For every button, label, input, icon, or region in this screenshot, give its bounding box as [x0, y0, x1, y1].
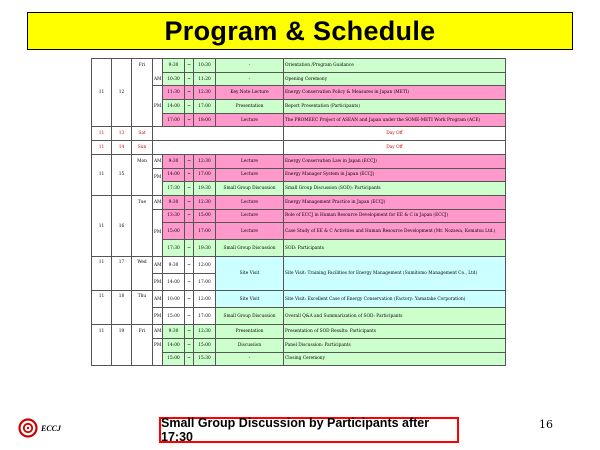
- month-cell: 11: [92, 141, 112, 155]
- ampm-cell: AM: [153, 195, 163, 209]
- weekday-cell: Tue: [132, 195, 153, 256]
- weekday-cell: Sat: [132, 127, 153, 141]
- session-description: SOD: Participants: [284, 240, 506, 257]
- time-sep: ~: [185, 338, 194, 352]
- table-row: [92, 209, 506, 223]
- start-time: 14:00: [163, 274, 185, 291]
- day-cell: 12: [112, 59, 132, 127]
- session-description: Overall Q&A and Summarization of SOD: Participants: [284, 308, 506, 325]
- session-description: Report Presentation (Participants): [284, 100, 506, 114]
- session-type: -: [216, 59, 284, 73]
- end-time: 18:00: [194, 113, 216, 127]
- month-cell: 11: [92, 127, 112, 141]
- weekday-cell: Fri: [132, 325, 153, 366]
- ampm-cell: PM: [153, 86, 163, 127]
- end-time: 11:20: [194, 72, 216, 86]
- table-row: [92, 59, 506, 73]
- month-cell: 11: [92, 59, 112, 127]
- session-type: Lecture: [216, 195, 284, 209]
- end-time: 15:00: [194, 338, 216, 352]
- time-sep: ~: [185, 59, 194, 73]
- day-cell: 14: [112, 141, 132, 155]
- time-sep: ~: [185, 291, 194, 308]
- table-row: [92, 308, 506, 325]
- end-time: 12:30: [194, 195, 216, 209]
- time-sep: ~: [185, 113, 194, 127]
- title-banner: [27, 12, 573, 50]
- footer-note: Small Group Discussion by Participants after 17:30: [161, 416, 430, 444]
- end-time: 19:30: [194, 182, 216, 196]
- end-time: 19:30: [194, 240, 216, 257]
- start-time: 17:30: [163, 240, 185, 257]
- ampm-cell: AM: [153, 257, 163, 274]
- time-sep: ~: [185, 352, 194, 366]
- ampm-cell: AM: [153, 154, 163, 168]
- start-time: 17:30: [163, 182, 185, 196]
- table-row: [92, 325, 506, 339]
- session-description: Energy Conservation Policy & Measures in Japan (METI): [284, 86, 506, 100]
- session-description: Small Group Discussion (SOD): Participants: [284, 182, 506, 196]
- start-time: 10:00: [163, 291, 185, 308]
- session-description: Energy Manager System in Japan (ECCJ): [284, 168, 506, 182]
- session-description: Opening Ceremony: [284, 72, 506, 86]
- month-cell: 11: [92, 154, 112, 195]
- end-time: 17:00: [194, 308, 216, 325]
- session-description: Case Study of EE & C Activities and Human Resource Development (Mr. Nozawa, Komatsu Ltd.): [284, 223, 506, 240]
- start-time: 9:30: [163, 195, 185, 209]
- ampm-cell: PM: [153, 308, 163, 325]
- start-time: 9:30: [163, 325, 185, 339]
- table-row: [92, 195, 506, 209]
- start-time: 13:30: [163, 209, 185, 223]
- session-description: Site Visit: Excellent Case of Energy Conservation (Factory: Yamatake Corporation): [284, 291, 506, 308]
- ampm-cell: AM: [153, 325, 163, 339]
- end-time: 15:00: [194, 209, 216, 223]
- session-type: Lecture: [216, 209, 284, 223]
- end-time: 12:00: [194, 291, 216, 308]
- start-time: 15:00: [163, 223, 185, 240]
- weekday-cell: Wed: [132, 257, 153, 291]
- time-sep: [185, 223, 194, 240]
- time-sep: ~: [185, 325, 194, 339]
- table-row: [92, 154, 506, 168]
- day-off-label: Day Off: [284, 141, 506, 155]
- start-time: 17:00: [163, 113, 185, 127]
- end-time: 12:30: [194, 86, 216, 100]
- time-sep: ~: [185, 182, 194, 196]
- session-description: The PROMEEC Project of ASEAN and Japan under the SOME-METI Work Program (ACE): [284, 113, 506, 127]
- page-title: Program & Schedule: [164, 15, 436, 46]
- table-row: [92, 291, 506, 308]
- session-description: Energy Management Practice in Japan (ECCJ): [284, 195, 506, 209]
- time-sep: ~: [185, 100, 194, 114]
- time-sep: ~: [185, 168, 194, 182]
- session-description: Presentation of SOD Results: Participants: [284, 325, 506, 339]
- session-type: Lecture: [216, 168, 284, 182]
- start-time: 15:00: [163, 308, 185, 325]
- day-cell: 19: [112, 325, 132, 366]
- day-cell: 15: [112, 154, 132, 195]
- start-time: 14:00: [163, 100, 185, 114]
- table-row: [92, 127, 506, 141]
- weekday-cell: Thu: [132, 291, 153, 325]
- end-time: 10:30: [194, 59, 216, 73]
- end-time: 12:30: [194, 154, 216, 168]
- day-off-label: Day Off: [284, 127, 506, 141]
- weekday-cell: Mon: [132, 154, 153, 195]
- time-sep: ~: [185, 274, 194, 291]
- time-sep: ~: [185, 240, 194, 257]
- time-sep: ~: [185, 195, 194, 209]
- day-cell: 13: [112, 127, 132, 141]
- ampm-cell: PM: [153, 209, 163, 257]
- day-cell: 17: [112, 257, 132, 291]
- session-type: Lecture: [216, 154, 284, 168]
- session-description: Orientation /Program Guidance: [284, 59, 506, 73]
- table-row: [92, 338, 506, 352]
- session-type: Presentation: [216, 325, 284, 339]
- session-type: Site Visit: [216, 257, 284, 291]
- weekday-cell: Sun: [132, 141, 153, 155]
- end-time: 17:00: [194, 223, 216, 240]
- month-cell: 11: [92, 195, 112, 256]
- logo-text: ECCJ: [41, 423, 62, 433]
- session-type: Small Group Discussion: [216, 182, 284, 196]
- start-time: 15:00: [163, 352, 185, 366]
- session-type: Small Group Discussion: [216, 240, 284, 257]
- table-row: [92, 168, 506, 182]
- time-sep: ~: [185, 154, 194, 168]
- session-description: Panel Discussion: Participants: [284, 338, 506, 352]
- end-time: 12:30: [194, 325, 216, 339]
- session-description: Role of ECCJ in Human Resource Development for EE & C in Japan (ECCJ): [284, 209, 506, 223]
- table-row: [92, 86, 506, 100]
- session-type: Lecture: [216, 113, 284, 127]
- time-sep: ~: [185, 257, 194, 274]
- start-time: 14:00: [163, 338, 185, 352]
- ampm-cell: PM: [153, 168, 163, 195]
- start-time: 14:00: [163, 168, 185, 182]
- session-type: Site Visit: [216, 291, 284, 308]
- time-sep: ~: [185, 308, 194, 325]
- session-description: Energy Conservation Law in Japan (ECCJ): [284, 154, 506, 168]
- ampm-cell: PM: [153, 338, 163, 365]
- session-type: Lecture: [216, 223, 284, 240]
- month-cell: 11: [92, 291, 112, 325]
- page-number: 16: [539, 418, 553, 431]
- ampm-cell: AM: [153, 59, 163, 86]
- start-time: 9:30: [163, 257, 185, 274]
- eccj-logo-icon: [18, 418, 38, 438]
- table-row: [92, 141, 506, 155]
- day-cell: 16: [112, 195, 132, 256]
- end-time: 17:00: [194, 274, 216, 291]
- session-type: Presentation: [216, 100, 284, 114]
- end-time: 17:00: [194, 100, 216, 114]
- start-time: 9:30: [163, 59, 185, 73]
- weekday-cell: Fri: [132, 59, 153, 127]
- session-type: Discussion: [216, 338, 284, 352]
- session-type: -: [216, 352, 284, 366]
- time-sep: ~: [185, 72, 194, 86]
- start-time: 9:30: [163, 154, 185, 168]
- session-type: Key Note Lecture: [216, 86, 284, 100]
- eccj-logo: [18, 418, 61, 438]
- end-time: 15:30: [194, 352, 216, 366]
- time-sep: ~: [185, 86, 194, 100]
- table-row: [92, 257, 506, 274]
- ampm-cell: PM: [153, 274, 163, 291]
- month-cell: 11: [92, 325, 112, 366]
- start-time: 10:30: [163, 72, 185, 86]
- end-time: 17:00: [194, 168, 216, 182]
- session-description: Closing Ceremony: [284, 352, 506, 366]
- day-cell: 18: [112, 291, 132, 325]
- session-type: -: [216, 72, 284, 86]
- session-description: Site Visit: Training Facilities for Energy Management (Sumitomo Management Co., Ltd): [284, 257, 506, 291]
- start-time: 11:30: [163, 86, 185, 100]
- ampm-cell: AM: [153, 291, 163, 308]
- month-cell: 11: [92, 257, 112, 291]
- end-time: 12:00: [194, 257, 216, 274]
- session-type: Small Group Discussion: [216, 308, 284, 325]
- time-sep: ~: [185, 209, 194, 223]
- footer-note-box: [159, 417, 459, 443]
- schedule-table: [91, 58, 506, 366]
